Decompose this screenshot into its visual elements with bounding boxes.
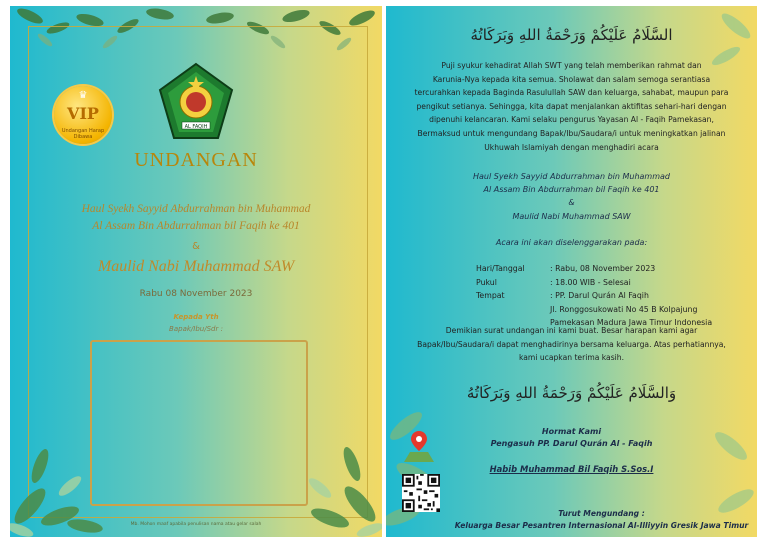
event-line-1: Haul Syekh Sayyid Abdurrahman bin Muhammad <box>81 203 311 215</box>
detail-row-address-1 <box>476 303 712 317</box>
maulid-title: Maulid Nabi Muhammad SAW <box>97 258 295 275</box>
keluarga-besar: Keluarga Besar Pesantren Internasional Al-Illiyyin Gresik Jawa Timur <box>454 521 749 530</box>
bottom-right-leaf-decoration <box>272 426 382 537</box>
name-apology-note: Mb. Mohon maaf apabila penulisan nama atau gelar salah <box>130 522 262 527</box>
detail-value: : 18.00 WIB - Selesai <box>550 277 631 287</box>
detail-value: : PP. Darul Qurán Al Faqih <box>550 291 649 301</box>
detail-label: Tempat <box>476 291 505 301</box>
haul-ampersand: & <box>568 198 575 208</box>
intro-line: tercurahkan kepada Baginda Rasulullah SAW dan keluarga, sahabat, maupun para <box>414 88 729 98</box>
signature-block <box>386 426 757 450</box>
closing-paragraph <box>400 324 743 365</box>
detail-row-place <box>476 289 712 303</box>
co-inviter-block <box>446 508 757 532</box>
closing-line: Bapak/Ibu/Saudara/i dapat menghadirinya bersama keluarga. Atas perhatiannya, <box>417 339 726 349</box>
signatory-name: Habib Muhammad Bil Faqih S.Sos.I <box>489 464 654 474</box>
detail-label: Pukul <box>476 277 497 287</box>
event-name-block <box>386 170 757 223</box>
intro-line: Puji syukur kehadirat Allah SWT yang telah memberikan rahmat dan <box>441 61 702 70</box>
kepada-label: Kepada Yth <box>173 313 219 321</box>
salam-opening: السَّلَامُ عَلَيْكُمْ وَرَحْمَةُ اللهِ وَبَرَكَاتُهُ <box>470 26 673 44</box>
turut-label: Turut Mengundang : <box>558 509 645 518</box>
intro-line: Karunia-Nya kepada kita semua. Sholawat dan salam semoga serantiasa <box>432 74 711 84</box>
intro-paragraph <box>404 59 739 154</box>
event-line-2: Al Assam Bin Abdurrahman bil Faqih ke 401 <box>92 220 300 232</box>
schedule-intro: Acara ini akan diselenggarakan pada: <box>495 238 648 247</box>
intro-line: Bermaksud untuk mengundang Bapak/Ibu/Saudara/i untuk meningkatkan jalinan <box>417 128 726 138</box>
recipient-label: Bapak/Ibu/Sdr : <box>169 325 223 333</box>
event-details <box>476 262 712 330</box>
map-base-icon <box>404 450 434 462</box>
intro-line: dipenuhi kelancaran. Kami selaku pengurus Yayasan Al - Faqih Pamekasan, <box>429 115 714 125</box>
maulid-line: Maulid Nabi Muhammad SAW <box>512 211 631 221</box>
intro-line: Ukhuwah Islamiyah dengan menghadiri acara <box>484 142 659 152</box>
pesantren-logo <box>156 62 236 142</box>
detail-value: Pamekasan Madura Jawa Timur Indonesia <box>550 318 713 328</box>
detail-row-time <box>476 276 712 290</box>
detail-label <box>476 303 550 317</box>
ampersand: & <box>192 241 200 252</box>
intro-line: pengikut setianya. Sehingga, kita dapat menjalankan aktifitas sehari-hari dengan <box>416 101 727 111</box>
qr-code[interactable] <box>402 474 440 512</box>
vip-subtitle: Undangan Harap Dibawa <box>61 128 105 140</box>
vip-text: VIP <box>67 104 99 123</box>
bottom-left-leaf-decoration <box>10 426 130 537</box>
detail-value: Jl. Ronggosukowati No 45 B Kolpajung <box>550 304 698 314</box>
pengasuh-title: Pengasuh PP. Darul Qurán Al - Faqih <box>490 439 653 448</box>
invitation-cover <box>10 6 382 537</box>
haul-line: Al Assam Bin Abdurrahman bil Faqih ke 401 <box>483 185 660 195</box>
event-date: Rabu 08 November 2023 <box>139 289 253 299</box>
invitation-title: UNDANGAN <box>134 149 258 171</box>
detail-row-date <box>476 262 712 276</box>
invitation-letter <box>386 6 757 537</box>
haul-line: Haul Syekh Sayyid Abdurrahman bin Muhammad <box>472 172 670 181</box>
closing-line: kami ucapkan terima kasih. <box>519 353 624 363</box>
closing-line: Demikian surat undangan ini kami buat. Besar harapan kami agar <box>445 326 698 335</box>
detail-value: : Rabu, 08 November 2023 <box>550 264 656 273</box>
detail-label: Hari/Tanggal <box>476 264 525 273</box>
vip-badge <box>54 86 112 144</box>
logo-text: AL FAQIH <box>184 124 208 130</box>
hormat-kami: Hormat Kami <box>541 427 602 436</box>
crown-icon: ♛ <box>78 90 88 101</box>
salam-closing: وَالسَّلَامُ عَلَيْكُمْ وَرَحْمَةُ اللهِ وَبَرَكَاتُهُ <box>466 384 677 402</box>
